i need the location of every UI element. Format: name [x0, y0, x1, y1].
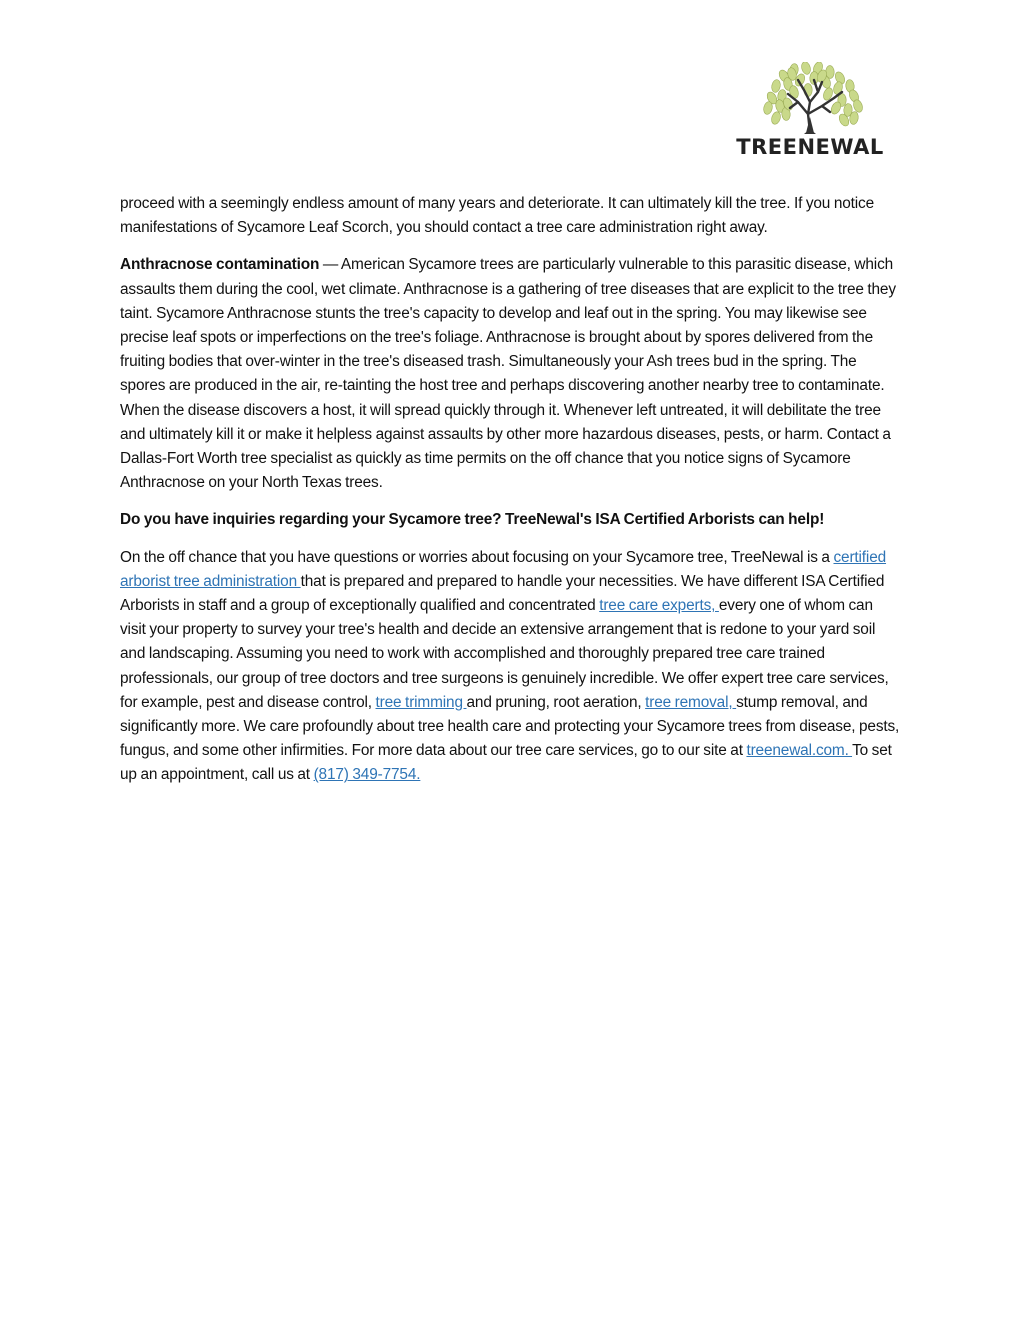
- document-body: [120, 192, 900, 801]
- paragraph-services: [120, 546, 900, 788]
- phone-link[interactable]: (817) 349-7754.: [313, 766, 421, 784]
- section-heading: Do you have inquiries regarding your Sycamore tree? TreeNewal's ISA Certified Arborists can help!: [120, 511, 825, 529]
- paragraph-anthracnose: [120, 253, 900, 495]
- tree-care-experts-link[interactable]: tree care experts,: [599, 597, 719, 615]
- treenewal-site-link[interactable]: treenewal.com.: [746, 742, 853, 760]
- paragraph-text: that is prepared and prepared to handle your necessities. We have different ISA Certified Arborists in staff and a group of exceptionally qualified and concentrated: [120, 572, 885, 615]
- paragraph-text: every one of whom can visit your property to survey your tree's health and decide an extensive arrangement that is redone to your yard soil and landscaping. Assuming you need to work with accomplished and thoroughly prepared tree care trained professionals, our group of tree doctors and tree surgeons is genuinely incredible. We offer expert tree care services, for example, pest and disease control,: [120, 597, 889, 711]
- paragraph-text: stump removal, and significantly more. We care profoundly about tree health care and protecting your Sycamore trees from disease, pests, fungus, and some other infirmities. For more data about our tree care services, go to our site at: [120, 693, 900, 760]
- anthracnose-term: Anthracnose contamination: [120, 256, 320, 274]
- leaf-icon: [770, 111, 782, 126]
- tree-logo-icon: [718, 62, 902, 162]
- paragraph-text: proceed with a seemingly endless amount of many years and deteriorate. It can ultimately kill the tree. If you notice manifestations of Sycamore Leaf Scorch, you should contact a tree care administration right away.: [120, 195, 875, 237]
- paragraph-text: On the off chance that you have questions or worries about focusing on your Sycamore tree, TreeNewal is a: [120, 548, 834, 566]
- tree-removal-link[interactable]: tree removal,: [645, 693, 737, 711]
- paragraph-text: To set up an appointment, call us at: [120, 742, 892, 784]
- brand-wordmark: TREENEWAL: [736, 135, 884, 159]
- tree-canopy-icon: [762, 62, 864, 128]
- paragraph-leaf-scorch: [120, 192, 900, 240]
- certified-arborist-link[interactable]: certified arborist tree administration: [120, 548, 887, 590]
- treenewal-logo: [718, 62, 902, 162]
- paragraph-text: and pruning, root aeration,: [466, 693, 646, 711]
- leaf-icon: [800, 62, 812, 75]
- anthracnose-text: — American Sycamore trees are particularly vulnerable to this parasitic disease, which assaults them during the cool, wet climate. Anthracnose is a gathering of tree diseases that are explicit to the tree they taint. Sycamore Anthracnose stunts the tree's capacity to develop and leaf out in the spring. You may likewise see precise leaf spots or imperfections on the tree's foliage. Anthracnose is brought about by spores delivered from the fruiting bodies that over-winter in the tree's diseased trash. Simultaneously your Ash trees bud in the spring. The spores are produced in the air, re-tainting the host tree and perhaps discovering another nearby tree to contaminate. When the disease discovers a host, it will spread quickly through it. Whenever left untreated, it will debilitate the tree and ultimately kill it or make it helpless against assaults by other more hazardous diseases, pests, or harm. Contact a Dallas-Fort Worth tree specialist as quickly as time permits on the off chance that you notice signs of Sycamore Anthracnose on your North Texas trees.: [120, 256, 896, 492]
- tree-trimming-link[interactable]: tree trimming: [375, 693, 467, 711]
